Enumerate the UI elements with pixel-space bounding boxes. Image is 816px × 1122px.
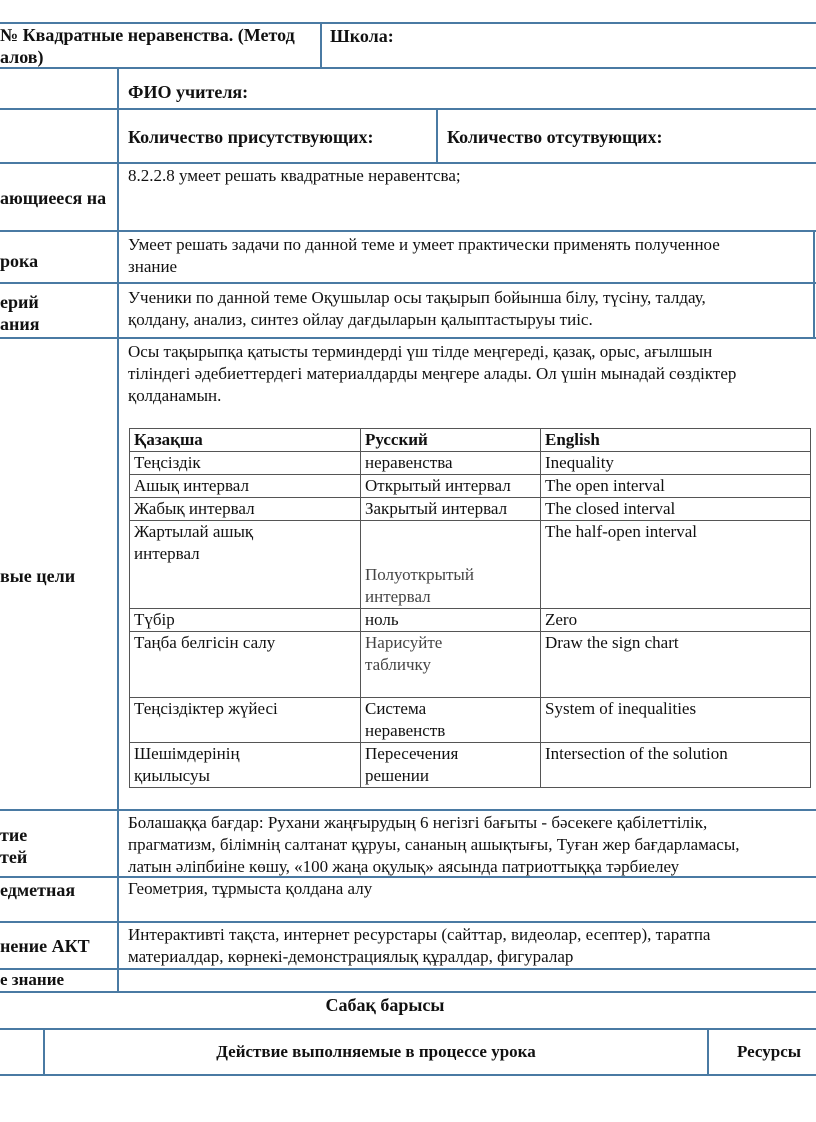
- col-divider: [320, 22, 322, 68]
- vocab-cell: System of inequalities: [541, 698, 811, 743]
- lesson-goals-label: рока: [0, 251, 39, 271]
- col-divider: [813, 230, 815, 338]
- vocab-header-english: English: [541, 429, 811, 452]
- vocab-cell: Жартылай ашық интервал: [130, 521, 361, 609]
- col-divider: [436, 108, 438, 163]
- row-divider: [0, 809, 816, 811]
- lesson-flow-title: Сабақ барысы: [325, 995, 445, 1015]
- learning-objectives-value: 8.2.2.8 умеет решать квадратные неравентсва;: [128, 166, 461, 185]
- language-goals-label: вые цели: [0, 566, 76, 586]
- row-divider: [0, 991, 816, 993]
- values-value: Болашаққа бағдар: Рухани жаңғырудың 6 негізгі бағыты - бәсекеге қабілеттілік, прагматизм, білімнің салтанат құруы, сананың ашықтығы, Туған жер бағдарламасы, латын әліпбиіне көшу, «100 жаңа оқулық» аясында патриоттыққа тәрбиелеу: [128, 813, 740, 876]
- cross-curricular-value: Геометрия, тұрмыста қолдана алу: [128, 879, 373, 898]
- table-row: [130, 475, 811, 498]
- vocab-cell: Таңба белгісін салу: [130, 632, 361, 698]
- row-divider: [0, 162, 816, 164]
- criteria-value: Ученики по данной теме Оқушылар осы тақырып бойынша білу, түсіну, талдау, қолдану, анализ, синтез ойлау дағдыларын қалыптастыруы тиіс.: [128, 288, 706, 329]
- vocab-cell: Inequality: [541, 452, 811, 475]
- row-divider: [0, 1074, 816, 1076]
- absent-count-label: Количество отсутвующих:: [447, 127, 663, 147]
- values-label: тие тей: [0, 825, 28, 867]
- vocab-cell: Түбір: [130, 609, 361, 632]
- vocab-cell: Теңсіздік: [130, 452, 361, 475]
- vocabulary-table: [129, 428, 811, 788]
- language-goals-intro: Осы тақырыпқа қатысты терминдерді үш тілде меңгереді, қазақ, орыс, ағылшын тіліндегі әдебиеттердегі материалдарды меңгере алады. Ол үшін мынадай сөздіктер қолданамын.: [128, 342, 737, 405]
- vocabulary-header-row: [130, 429, 811, 452]
- vocab-cell: The closed interval: [541, 498, 811, 521]
- ict-value: Интерактивті тақста, интернет ресурстары (сайттар, видеолар, есептер), таратпа материалдар, көрнекі-демонстрациялық құралдар, фигуралар: [128, 925, 711, 966]
- prior-knowledge-label: е знание: [0, 970, 65, 989]
- learning-objectives-label: ающиееся на: [0, 188, 107, 208]
- vocab-cell: The open interval: [541, 475, 811, 498]
- teacher-label: ФИО учителя:: [128, 82, 249, 102]
- actions-column-header: Действие выполняемые в процессе урока: [216, 1042, 536, 1061]
- row-divider: [0, 337, 816, 339]
- vocab-cell: Нарисуйте табличку: [361, 632, 541, 698]
- vocab-cell: Полуоткрытый интервал: [361, 521, 541, 609]
- vocab-cell: Закрытый интервал: [361, 498, 541, 521]
- table-row: [130, 521, 811, 609]
- table-row: [130, 609, 811, 632]
- ict-label: нение АКТ: [0, 936, 90, 956]
- present-count-label: Количество присутствующих:: [128, 127, 374, 147]
- vocab-cell: Жабық интервал: [130, 498, 361, 521]
- vocab-cell: Intersection of the solution: [541, 743, 811, 788]
- vocab-cell: Теңсіздіктер жүйесі: [130, 698, 361, 743]
- criteria-label: ерий ания: [0, 292, 40, 334]
- row-divider: [0, 1028, 816, 1030]
- vocab-cell: Ашық интервал: [130, 475, 361, 498]
- resources-column-header: Ресурсы: [737, 1042, 802, 1061]
- table-row: [130, 452, 811, 475]
- vocab-cell: Открытый интервал: [361, 475, 541, 498]
- row-divider: [0, 968, 816, 970]
- vocab-cell: The half-open interval: [541, 521, 811, 609]
- vocab-cell: Пересечения решении: [361, 743, 541, 788]
- table-row: [130, 698, 811, 743]
- vocab-header-russian: Русский: [361, 429, 541, 452]
- table-row: [130, 743, 811, 788]
- col-divider: [707, 1028, 709, 1076]
- vocab-header-kazakh: Қазақша: [130, 429, 361, 452]
- row-divider: [0, 230, 816, 232]
- row-divider: [0, 282, 816, 284]
- row-divider: [0, 921, 816, 923]
- cross-curricular-label: едметная: [0, 880, 76, 900]
- vocab-cell: Система неравенств: [361, 698, 541, 743]
- vocab-cell: Шешімдерінің қиылысуы: [130, 743, 361, 788]
- table-row: [130, 632, 811, 698]
- school-label: Школа:: [330, 26, 394, 46]
- vocab-cell: Draw the sign chart: [541, 632, 811, 698]
- vocab-cell: ноль: [361, 609, 541, 632]
- col-divider: [117, 67, 119, 993]
- vocab-cell: неравенства: [361, 452, 541, 475]
- vocab-cell: Zero: [541, 609, 811, 632]
- row-divider: [0, 108, 816, 110]
- lesson-title: № Квадратные неравенства. (Метод алов): [0, 25, 295, 67]
- table-row: [130, 498, 811, 521]
- lesson-goals-value: Умеет решать задачи по данной теме и умеет практически применять полученное знание: [128, 235, 720, 276]
